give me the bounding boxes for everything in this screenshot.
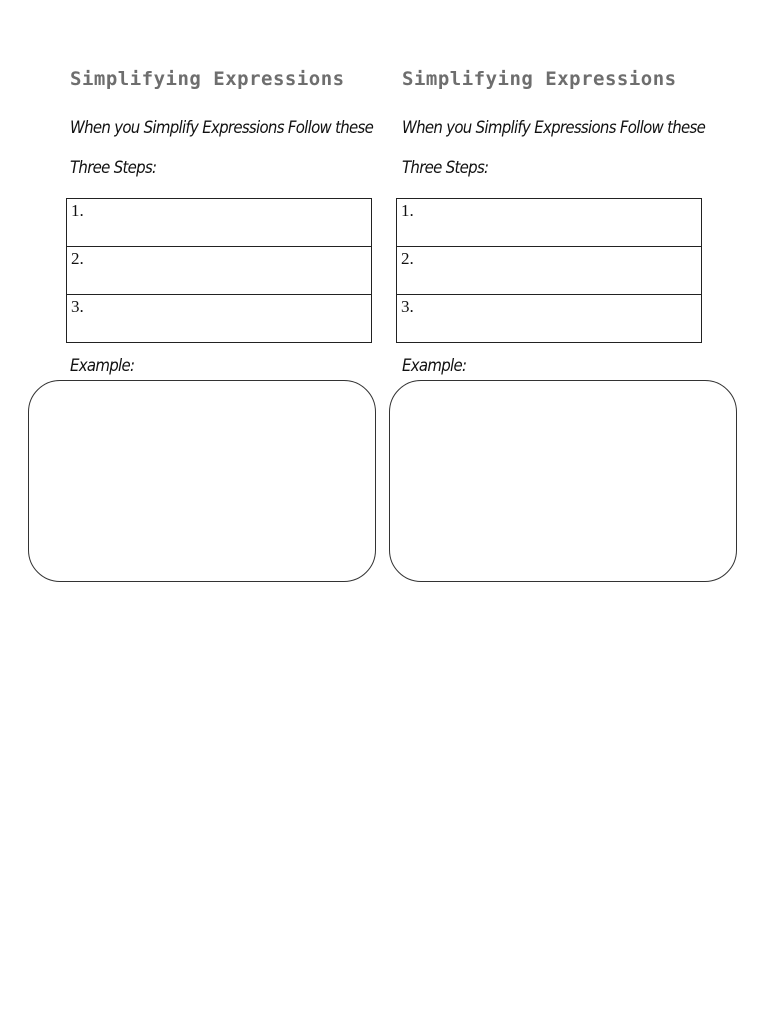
step-cell-2[interactable]: 2.	[67, 247, 372, 295]
step-row	[67, 247, 372, 295]
step-row	[397, 295, 702, 343]
step-cell-3[interactable]: 3.	[67, 295, 372, 343]
example-box[interactable]	[28, 380, 376, 582]
worksheet-title: Simplifying Expressions	[402, 68, 677, 90]
instruction-line-2: Three Steps:	[402, 158, 489, 178]
step-row	[67, 199, 372, 247]
instruction-line-1: When you Simplify Expressions Follow these	[402, 118, 706, 138]
steps-table	[396, 198, 702, 343]
steps-table	[66, 198, 372, 343]
worksheet-left	[0, 0, 384, 600]
worksheet-right	[384, 0, 768, 600]
instruction-line-2: Three Steps:	[70, 158, 157, 178]
step-cell-3[interactable]: 3.	[397, 295, 702, 343]
example-label: Example:	[402, 356, 467, 376]
step-row	[397, 247, 702, 295]
step-row	[397, 199, 702, 247]
example-label: Example:	[70, 356, 135, 376]
step-cell-1[interactable]: 1.	[397, 199, 702, 247]
step-cell-1[interactable]: 1.	[67, 199, 372, 247]
step-row	[67, 295, 372, 343]
example-box[interactable]	[389, 380, 737, 582]
instruction-line-1: When you Simplify Expressions Follow these	[70, 118, 374, 138]
step-cell-2[interactable]: 2.	[397, 247, 702, 295]
worksheet-title: Simplifying Expressions	[70, 68, 345, 90]
